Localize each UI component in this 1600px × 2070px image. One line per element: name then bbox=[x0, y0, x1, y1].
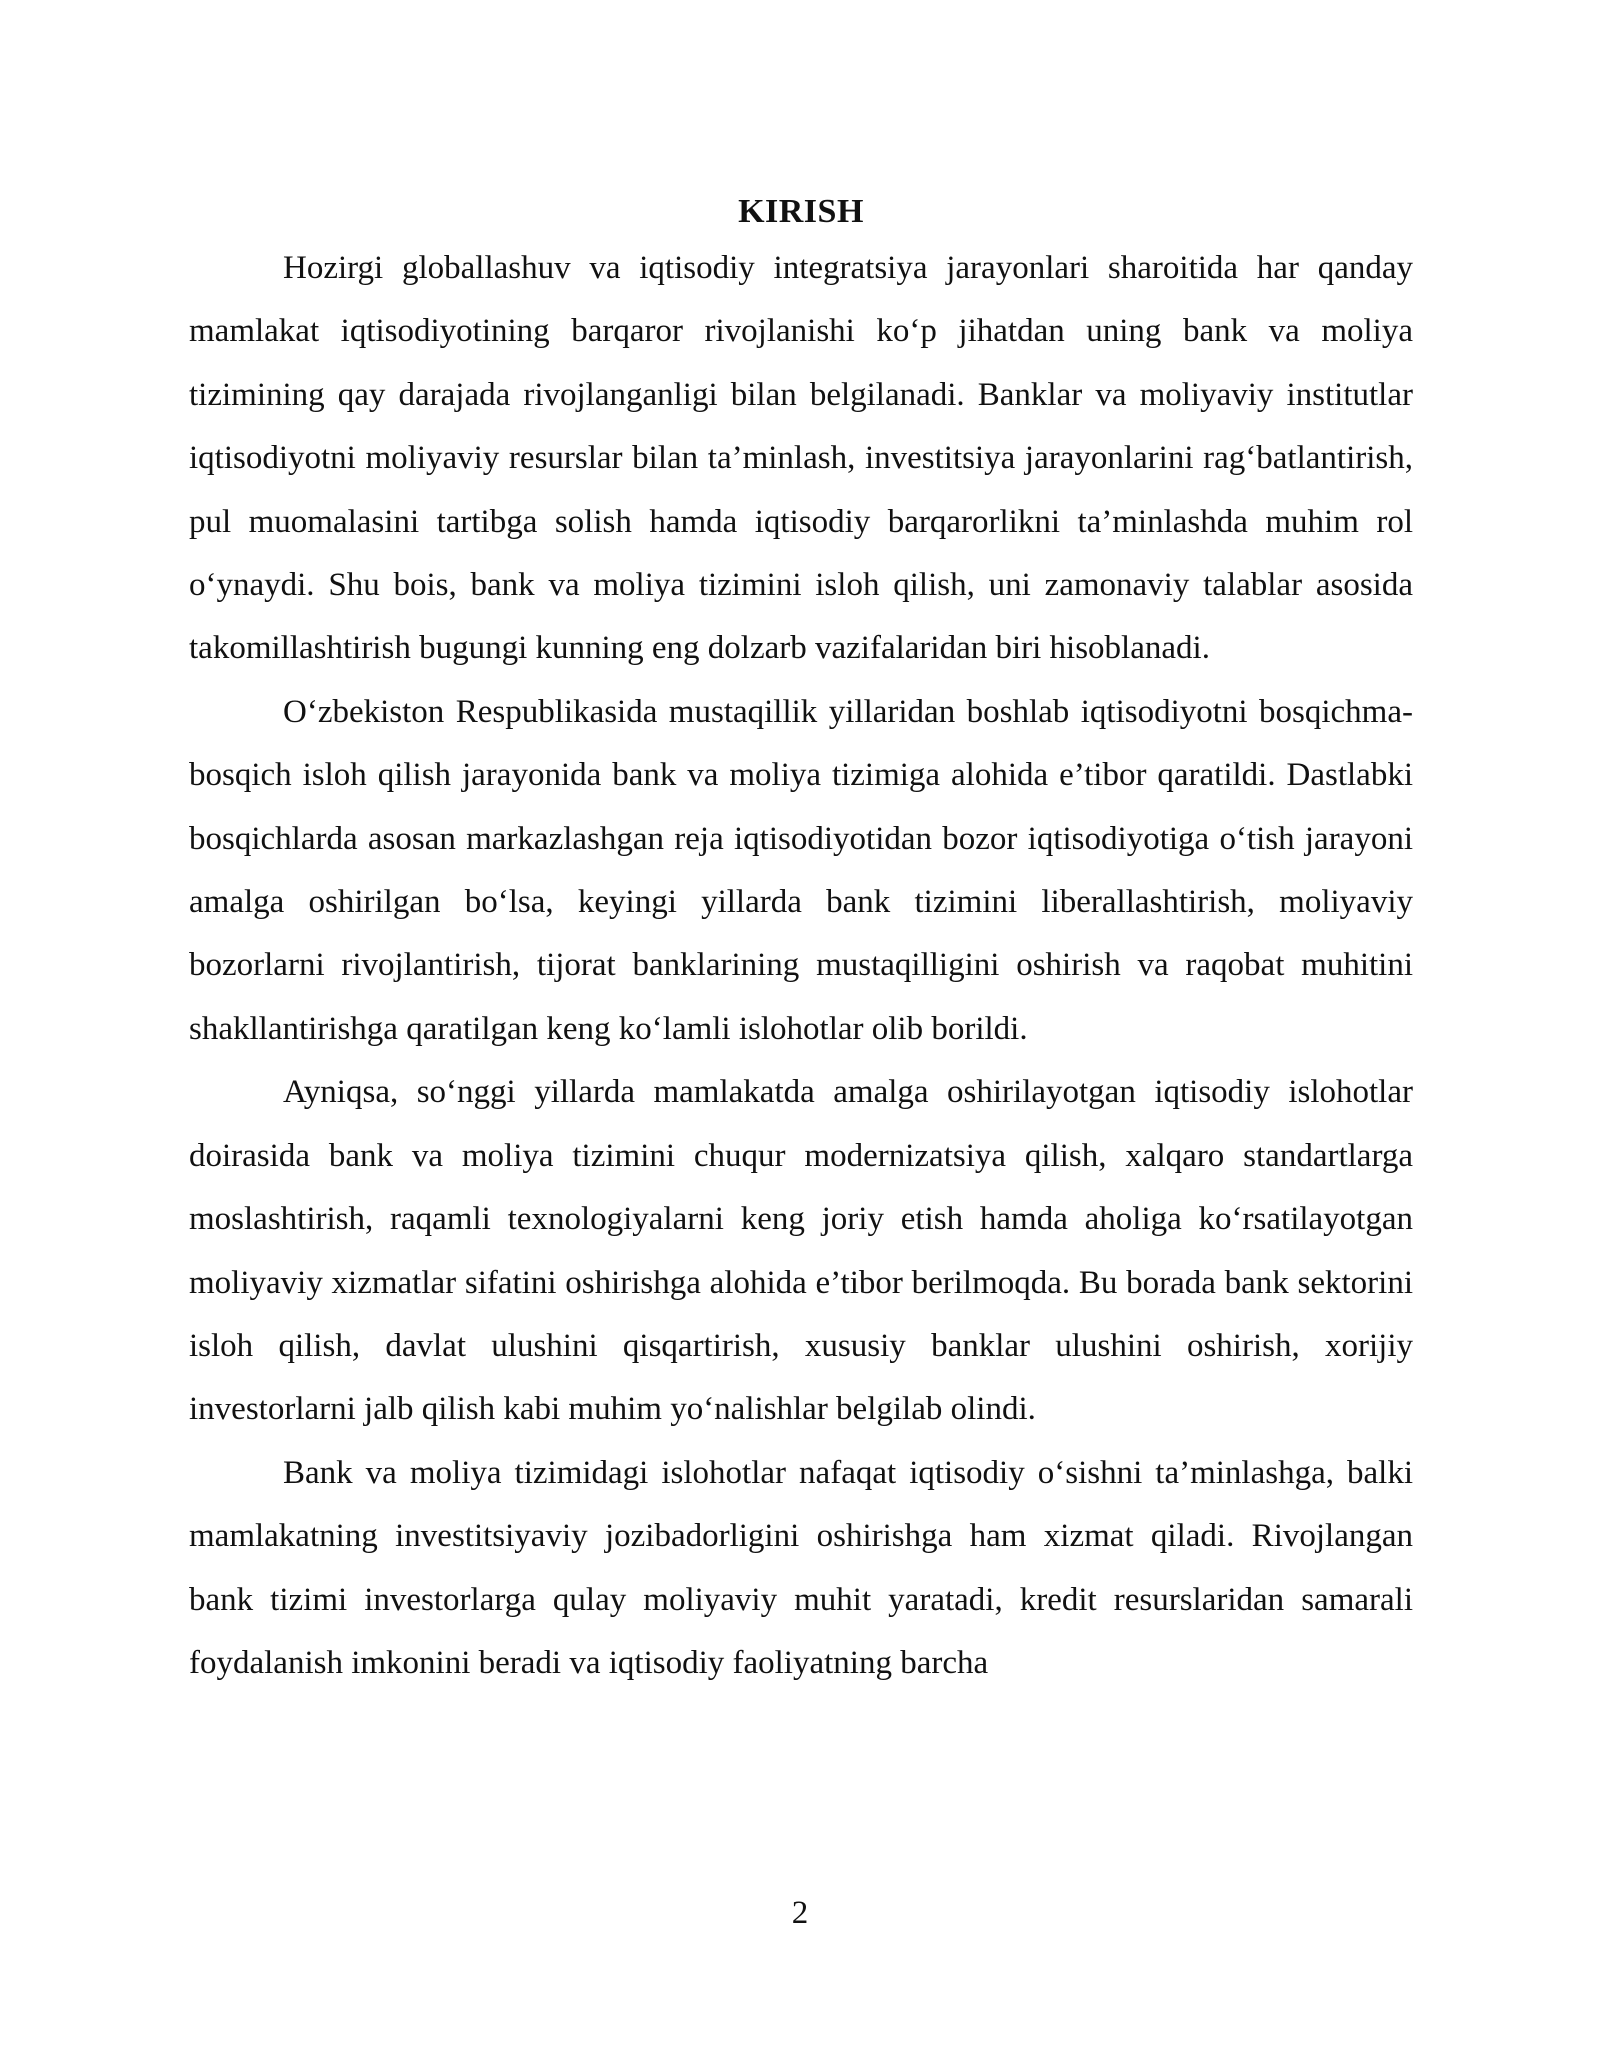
page-content bbox=[189, 186, 1413, 1695]
paragraph-2: O‘zbekiston Respublikasida mustaqillik yillaridan boshlab iqtisodiyotni bosqichma-bosqich isloh qilish jarayonida bank va moliya tizimiga alohida e’tibor qaratildi. Dastlabki bosqichlarda asosan markazlashgan reja iqtisodiyotidan bozor iqtisodiyotiga o‘tish jarayoni amalga oshirilgan bo‘lsa, keyingi yillarda bank tizimini liberallashtirish, moliyaviy bozorlarni rivojlantirish, tijorat banklarining mustaqilligini oshirish va raqobat muhitini shakllantirishga qaratilgan keng ko‘lamli islohotlar olib borildi. bbox=[189, 693, 1413, 1047]
paragraph-1: Hozirgi globallashuv va iqtisodiy integratsiya jarayonlari sharoitida har qanday mamlakat iqtisodiyotining barqaror rivojlanishi ko‘p jihatdan uning bank va moliya tizimining qay darajada rivojlanganligi bilan belgilanadi. Banklar va moliyaviy institutlar iqtisodiyotni moliyaviy resurslar bilan ta’minlash, investitsiya jarayonlarini rag‘batlantirish, pul muomalasini tartibga solish hamda iqtisodiy barqarorlikni ta’minlashda muhim rol o‘ynaydi. Shu bois, bank va moliya tizimini isloh qilish, uni zamonaviy talablar asosida takomillashtirish bugungi kunning eng dolzarb vazifalaridan biri hisoblanadi. bbox=[189, 250, 1413, 667]
paragraph-4: Bank va moliya tizimidagi islohotlar nafaqat iqtisodiy o‘sishni ta’minlashga, balki mamlakatning investitsiyaviy jozibadorligini oshirishga ham xizmat qiladi. Rivojlangan bank tizimi investorlarga qulay moliyaviy muhit yaratadi, kredit resurslaridan samarali foydalanish imkonini beradi va iqtisodiy faoliyatning barcha bbox=[189, 1454, 1413, 1681]
paragraph-3: Ayniqsa, so‘nggi yillarda mamlakatda amalga oshirilayotgan iqtisodiy islohotlar doirasida bank va moliya tizimini chuqur modernizatsiya qilish, xalqaro standartlarga moslashtirish, raqamli texnologiyalarni keng joriy etish hamda aholiga ko‘rsatilayotgan moliyaviy xizmatlar sifatini oshirishga alohida e’tibor berilmoqda. Bu borada bank sektorini isloh qilish, davlat ulushini qisqartirish, xususiy banklar ulushini oshirish, xorijiy investorlarni jalb qilish kabi muhim yo‘nalishlar belgilab olindi. bbox=[189, 1074, 1413, 1428]
section-heading: KIRISH bbox=[738, 193, 864, 230]
page-number: 2 bbox=[791, 1895, 809, 1931]
